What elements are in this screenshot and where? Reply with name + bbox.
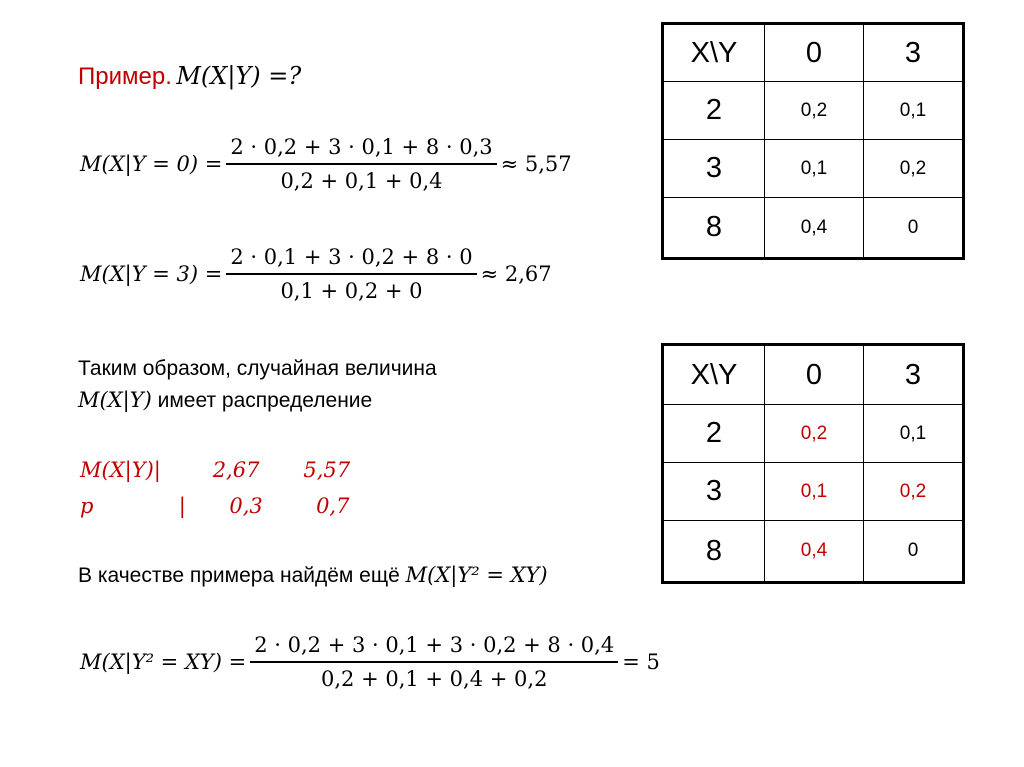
table-row-header: 8 <box>663 521 765 583</box>
formula-y0-result: ≈ 5,57 <box>500 152 572 176</box>
table-cell: 0,4 <box>765 198 864 259</box>
formula-y3-numerator: 2 · 0,1 + 3 · 0,2 + 8 · 0 <box>226 245 476 275</box>
table-col-header: 3 <box>864 24 964 82</box>
conclusion-text: имеет распределение <box>151 389 373 412</box>
formula-y0-denominator: 0,2 + 0,1 + 0,4 <box>280 169 443 193</box>
table-cell: 0,1 <box>765 140 864 198</box>
table-row <box>663 463 964 521</box>
page-title <box>78 62 301 91</box>
formula-y3-result: ≈ 2,67 <box>480 262 552 286</box>
probability-value-2: 0,7 <box>316 494 350 518</box>
formula-y2-xy-denominator: 0,2 + 0,1 + 0,4 + 0,2 <box>321 667 548 691</box>
table-cell: 0 <box>864 521 964 583</box>
table-row <box>663 198 964 259</box>
formula-y2-xy-lhs: M(X|Y² = XY) = <box>80 650 247 674</box>
table-cell: 0,2 <box>864 140 964 198</box>
table-cell-highlighted: 0,2 <box>864 463 964 521</box>
table-row <box>663 82 964 140</box>
table-col-header: 0 <box>765 24 864 82</box>
example2-text: В качестве примера найдём ещё <box>78 564 406 587</box>
distribution-row-probabilities <box>80 494 349 518</box>
formula-y0 <box>80 135 572 193</box>
example2-line <box>78 563 548 588</box>
example2-math: M(X|Y² = XY) <box>405 563 548 587</box>
table-row <box>663 345 964 405</box>
formula-y2-xy-fraction <box>250 633 618 691</box>
table-corner: X\Y <box>663 24 765 82</box>
probability-value-1: 0,3 <box>229 494 263 518</box>
table-row <box>663 405 964 463</box>
table-col-header: 0 <box>765 345 864 405</box>
formula-y0-numerator: 2 · 0,2 + 3 · 0,1 + 8 · 0,3 <box>226 135 496 165</box>
table-row <box>663 521 964 583</box>
title-label: Пример. <box>78 63 172 90</box>
table-cell: 0,2 <box>765 82 864 140</box>
conclusion-math: M(X|Y) <box>78 388 152 412</box>
table-cell: 0,1 <box>864 405 964 463</box>
table-cell-highlighted: 0,4 <box>765 521 864 583</box>
table-cell: 0 <box>864 198 964 259</box>
table-row <box>663 24 964 82</box>
table-col-header: 3 <box>864 345 964 405</box>
formula-y3-lhs: M(X|Y = 3) = <box>80 262 223 286</box>
joint-distribution-table <box>661 22 965 260</box>
formula-y3-fraction <box>226 245 476 303</box>
table-cell: 0,1 <box>864 82 964 140</box>
conclusion-line1: Таким образом, случайная величина <box>78 357 437 380</box>
title-formula: M(X|Y) =? <box>176 62 302 90</box>
distribution-value-2: 5,57 <box>303 458 351 482</box>
table-row-header: 2 <box>663 405 765 463</box>
distribution-row-values <box>80 458 350 482</box>
conclusion-line2 <box>78 388 372 413</box>
table-row-header: 8 <box>663 198 765 259</box>
probability-label: p <box>80 494 94 518</box>
formula-y2-xy-numerator: 2 · 0,2 + 3 · 0,1 + 3 · 0,2 + 8 · 0,4 <box>250 633 618 663</box>
distribution-value-1: 2,67 <box>212 458 260 482</box>
formula-y3 <box>80 245 552 303</box>
formula-y2-xy-result: = 5 <box>622 650 660 674</box>
probability-separator: | <box>178 494 186 518</box>
distribution-label: M(X|Y)| <box>80 458 161 482</box>
highlighted-distribution-table <box>661 343 965 584</box>
table-corner: X\Y <box>663 345 765 405</box>
table-row-header: 3 <box>663 140 765 198</box>
table-row <box>663 140 964 198</box>
table-cell-highlighted: 0,2 <box>765 405 864 463</box>
formula-y0-lhs: M(X|Y = 0) = <box>80 152 223 176</box>
table-row-header: 2 <box>663 82 765 140</box>
table-cell-highlighted: 0,1 <box>765 463 864 521</box>
formula-y3-denominator: 0,1 + 0,2 + 0 <box>280 279 423 303</box>
table-row-header: 3 <box>663 463 765 521</box>
formula-y0-fraction <box>226 135 496 193</box>
formula-y2-xy <box>80 633 660 691</box>
